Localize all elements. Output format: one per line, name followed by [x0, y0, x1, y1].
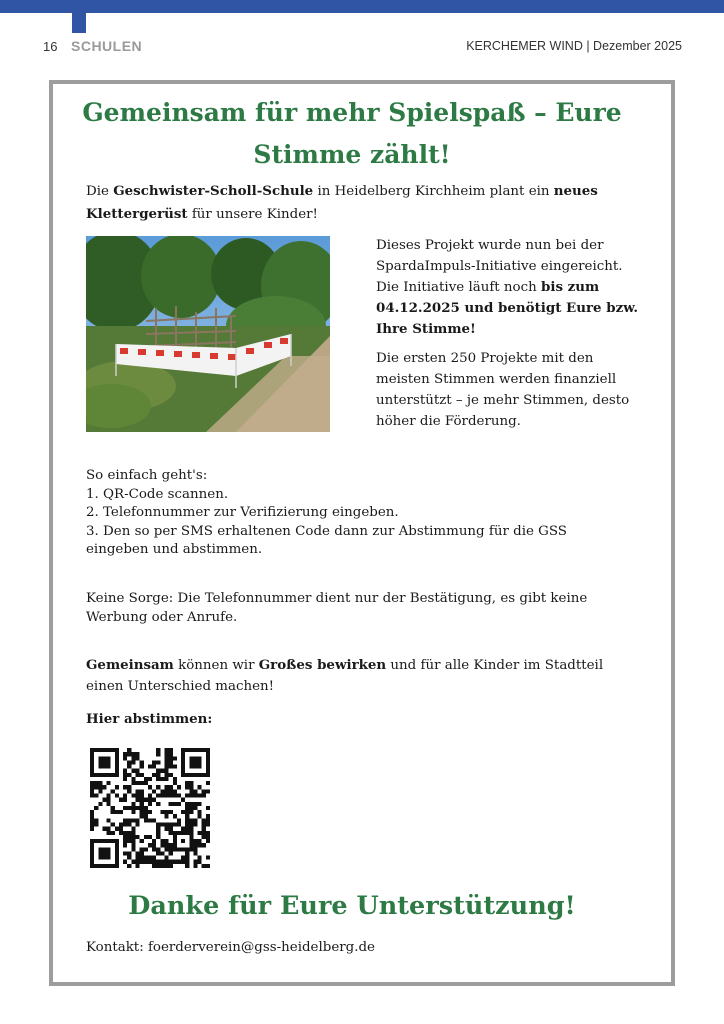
publication-info: KERCHEMER WIND | Dezember 2025: [466, 39, 682, 53]
deadline-text: Dieses Projekt wurde nun bei der SpardaImpuls-Initiative eingereicht. Die Initiative läuft noch: [376, 238, 623, 295]
list-item: 2. Telefonnummer zur Verifizierung eingeben.: [86, 505, 399, 520]
how-to-list: [86, 467, 626, 560]
playground-photo: [86, 236, 330, 432]
project-name: neues Klettergerüst: [86, 183, 598, 222]
how-to-heading: So einfach geht's:: [86, 468, 208, 483]
deadline-paragraph: [376, 235, 646, 340]
list-item: 1. QR-Code scannen.: [86, 486, 229, 502]
thanks-heading: Danke für Eure Unterstützung!: [128, 891, 576, 921]
vote-label: Hier abstimmen:: [86, 711, 213, 727]
intro-text: Die: [86, 184, 114, 199]
together-paragraph: [86, 655, 626, 697]
list-item: 3. Den so per SMS erhaltenen Code dann zur Abstimmung für die GSS eingeben und abstimmen.: [86, 523, 567, 557]
project-info: [376, 235, 646, 440]
contact-line[interactable]: Kontakt: foerderverein@gss-heidelberg.de: [86, 940, 375, 955]
page-number: 16: [43, 39, 58, 54]
together-text: können wir: [173, 658, 259, 673]
together-highlight: Gemeinsam: [86, 657, 174, 673]
funding-paragraph: Die ersten 250 Projekte mit den meisten Stimmen werden finanziell unterstützt – je mehr Stimmen, desto höher die Förderung.: [376, 351, 630, 429]
together-text: und für alle Kinder im Stadtteil einen Unterschied machen!: [86, 658, 604, 694]
intro-paragraph: [86, 180, 606, 226]
section-label: SCHULEN: [71, 38, 143, 54]
intro-text: für unsere Kinder!: [187, 207, 318, 222]
header-accent-tab: [72, 13, 86, 33]
together-highlight: Großes bewirken: [258, 657, 387, 673]
deadline-highlight: bis zum 04.12.2025 und benötigt Eure bzw. Ihre Stimme!: [376, 279, 639, 337]
article-title: Gemeinsam für mehr Spielspaß – Eure Stimme zählt!: [82, 98, 622, 169]
school-name: Geschwister-Scholl-Schule: [113, 183, 314, 199]
vote-qr-code[interactable]: [90, 748, 210, 868]
header-accent-bar: [0, 0, 724, 13]
intro-text: in Heidelberg Kirchheim plant ein: [313, 184, 554, 199]
privacy-note: Keine Sorge: Die Telefonnummer dient nur der Bestätigung, es gibt keine Werbung oder Anrufe.: [86, 591, 588, 625]
